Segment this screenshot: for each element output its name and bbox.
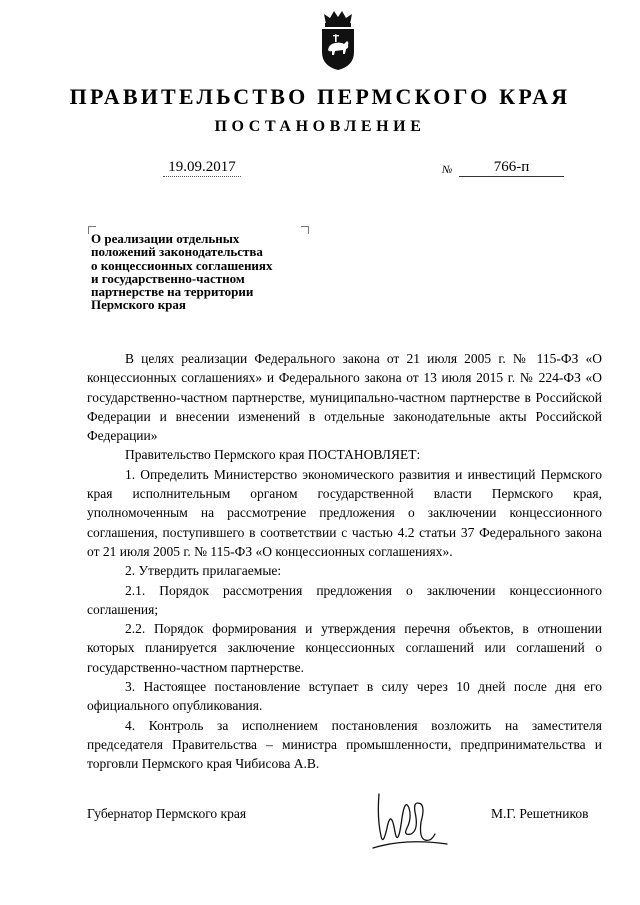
- body-paragraph: В целях реализации Федерального закона от 21 июля 2005 г. № 115-ФЗ «О концессионных соглашениях» и Федерального закона от 13 июля 2015 г. № 224-ФЗ «О государственно-частном партнерстве, муниципально-частном партнерстве в Российской Федерации и внесении изменений в отдельные законодательные акты Российской Федерации»: [87, 351, 602, 444]
- signature-image: [365, 788, 455, 858]
- body-paragraph: 2.1. Порядок рассмотрения предложения о заключении концессионного соглашения;: [87, 582, 602, 617]
- body-paragraph: 3. Настоящее постановление вступает в силу через 10 дней после дня его официального опубликования.: [87, 679, 602, 714]
- document-date: 19.09.2017: [163, 158, 241, 177]
- body-paragraph: 1. Определить Министерство экономического развития и инвестиций Пермского края исполнительным органом государственной власти Пермского края, уполномоченным на рассмотрение предложения о заключении концессионного соглашения, поступившего в соответствии с частью 4.2 статьи 37 Федерального закона от 21 июля 2005 г. № 115-ФЗ «О концессионных соглашениях».: [87, 466, 602, 559]
- coat-of-arms-icon: [316, 8, 360, 72]
- document-subject: [91, 232, 316, 312]
- body-paragraph: Правительство Пермского края ПОСТАНОВЛЯЕТ:: [125, 447, 421, 463]
- document-number: 766-п: [459, 158, 564, 177]
- body-paragraph: 4. Контроль за исполнением постановления возложить на заместителя председателя Правительства – министра промышленности, предпринимательства и торговли Пермского края Чибисова А.В.: [87, 717, 602, 772]
- signer-name: М.Г. Решетников: [491, 806, 589, 821]
- subject-line: положений законодательства: [91, 244, 263, 260]
- signer-title: Губернатор Пермского края: [87, 806, 247, 821]
- body-paragraph: 2.2. Порядок формирования и утверждения перечня объектов, в отношении которых планируется заключение концессионных соглашений или соглашений о государственно-частном партнерстве.: [87, 621, 602, 675]
- document-body: [87, 349, 602, 774]
- document-type: ПОСТАНОВЛЕНИЕ: [214, 118, 426, 135]
- subject-line: партнерстве на территории: [91, 284, 254, 300]
- number-prefix: №: [442, 164, 453, 176]
- subject-line: Пермского края: [91, 297, 186, 313]
- subject-line: и государственно-частном: [91, 270, 245, 286]
- subject-line: О реализации отдельных: [91, 231, 240, 246]
- organization-title: ПРАВИТЕЛЬСТВО ПЕРМСКОГО КРАЯ: [69, 84, 571, 109]
- subject-line: о концессионных соглашениях: [91, 257, 273, 273]
- body-paragraph: 2. Утвердить прилагаемые:: [125, 563, 282, 579]
